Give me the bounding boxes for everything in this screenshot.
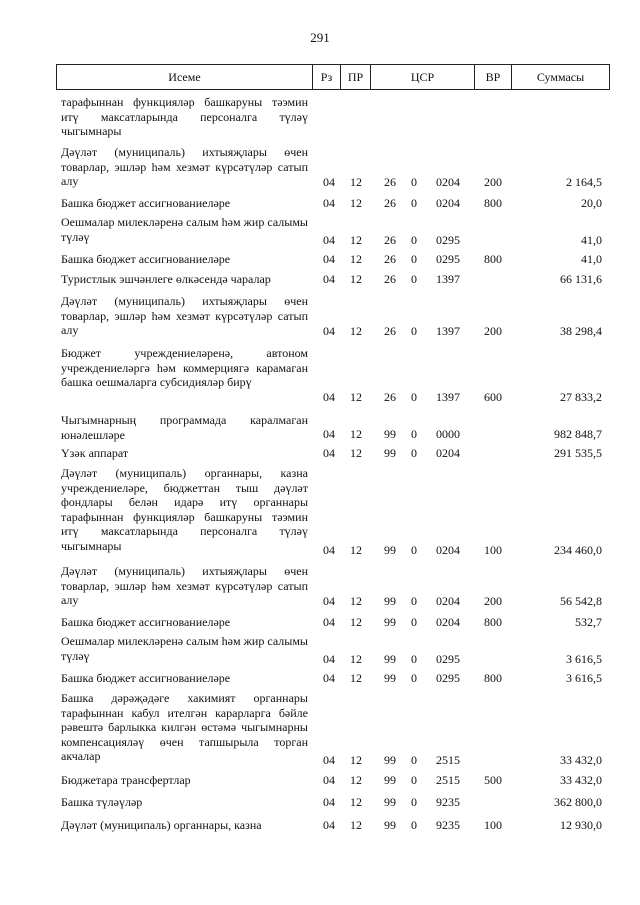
row-rz: 04 [323, 233, 335, 247]
row-rz: 04 [323, 818, 335, 832]
row-rz: 04 [323, 795, 335, 809]
row-c1: 26 [384, 324, 396, 338]
row-rz: 04 [323, 652, 335, 666]
row-pr: 12 [350, 272, 362, 286]
row-c3: 0295 [436, 233, 460, 247]
row-c1: 99 [384, 753, 396, 767]
row-name: Үзәк аппарат [61, 446, 129, 460]
row-vr: 800 [484, 615, 502, 629]
row-c3: 9235 [436, 818, 460, 832]
row-pr: 12 [350, 795, 362, 809]
row-c1: 99 [384, 427, 396, 441]
row-sum: 291 535,5 [554, 446, 602, 460]
row-rz: 04 [323, 753, 335, 767]
row-sum: 12 930,0 [560, 818, 602, 832]
row-c3: 0204 [436, 196, 460, 210]
row-rz: 04 [323, 272, 335, 286]
row-c2: 0 [411, 594, 417, 608]
row-c2: 0 [411, 615, 417, 629]
row-c3: 0204 [436, 615, 460, 629]
row-sum: 38 298,4 [560, 324, 602, 338]
row-name: Оешмалар милекләренә салым һәм жир салымы түләү [61, 634, 308, 663]
header-csr: ЦСР [371, 65, 475, 89]
row-c3: 1397 [436, 390, 460, 404]
row-rz: 04 [323, 324, 335, 338]
row-name: Дәүләт (муниципаль) ихтыяҗлары өчен товарлар, эшләр һәм хезмәт күрсәтүләр сатып алу [61, 294, 308, 337]
row-c3: 0204 [436, 543, 460, 557]
row-c1: 99 [384, 543, 396, 557]
row-sum: 532,7 [575, 615, 602, 629]
row-rz: 04 [323, 196, 335, 210]
row-c2: 0 [411, 818, 417, 832]
row-pr: 12 [350, 818, 362, 832]
row-vr: 800 [484, 252, 502, 266]
row-pr: 12 [350, 446, 362, 460]
row-sum: 33 432,0 [560, 773, 602, 787]
row-c2: 0 [411, 671, 417, 685]
table-header [56, 64, 610, 90]
row-pr: 12 [350, 390, 362, 404]
row-name: Дәүләт (муниципаль) ихтыяҗлары өчен товарлар, эшләр һәм хезмәт күрсәтүләр сатып алу [61, 564, 308, 607]
row-c1: 99 [384, 818, 396, 832]
row-sum: 41,0 [581, 233, 602, 247]
row-c2: 0 [411, 272, 417, 286]
row-name: Оешмалар милекләренә салым һәм жир салымы түләү [61, 215, 308, 244]
header-sum: Суммасы [536, 70, 585, 84]
row-pr: 12 [350, 652, 362, 666]
row-pr: 12 [350, 773, 362, 787]
row-rz: 04 [323, 427, 335, 441]
row-pr: 12 [350, 233, 362, 247]
row-name: Башка дәрәҗәдәге хакимият органнары тарафыннан кабул ителгән карарларга бәйле рәвештә барлыкка килгән өстәмә чыгымнарны компенсацияләү өчен тапшырыла торган акчалар [61, 691, 308, 763]
row-c1: 26 [384, 196, 396, 210]
row-sum: 982 848,7 [554, 427, 602, 441]
row-rz: 04 [323, 175, 335, 189]
row-vr: 800 [484, 196, 502, 210]
row-c2: 0 [411, 196, 417, 210]
row-c2: 0 [411, 773, 417, 787]
row-c1: 99 [384, 446, 396, 460]
row-c3: 0295 [436, 652, 460, 666]
row-name: Дәүләт (муниципаль) ихтыяҗлары өчен товарлар, эшләр һәм хезмәт күрсәтүләр сатып алу [61, 145, 308, 188]
header-pr: ПР [341, 65, 371, 89]
row-c1: 99 [384, 652, 396, 666]
row-rz: 04 [323, 390, 335, 404]
row-vr: 200 [484, 324, 502, 338]
page-number: 291 [310, 30, 330, 45]
row-rz: 04 [323, 252, 335, 266]
row-vr: 600 [484, 390, 502, 404]
header-vr: ВР [475, 65, 512, 89]
row-c2: 0 [411, 324, 417, 338]
row-pr: 12 [350, 543, 362, 557]
row-rz: 04 [323, 773, 335, 787]
row-name: Башка бюджет ассигнованиеләре [61, 196, 231, 210]
row-c2: 0 [411, 175, 417, 189]
row-c3: 1397 [436, 272, 460, 286]
row-c1: 99 [384, 615, 396, 629]
row-c2: 0 [411, 543, 417, 557]
row-pr: 12 [350, 594, 362, 608]
row-sum: 2 164,5 [566, 175, 602, 189]
row-pr: 12 [350, 427, 362, 441]
row-vr: 200 [484, 594, 502, 608]
row-sum: 33 432,0 [560, 753, 602, 767]
row-c1: 99 [384, 594, 396, 608]
row-sum: 20,0 [581, 196, 602, 210]
row-c3: 0295 [436, 671, 460, 685]
row-sum: 234 460,0 [554, 543, 602, 557]
row-c3: 0204 [436, 594, 460, 608]
row-c2: 0 [411, 233, 417, 247]
row-sum: 66 131,6 [560, 272, 602, 286]
header-name: Исеме [57, 65, 313, 89]
row-rz: 04 [323, 671, 335, 685]
row-c1: 26 [384, 233, 396, 247]
row-pr: 12 [350, 671, 362, 685]
row-name: Дәүләт (муниципаль) органнары, казна учреждениеләре, бюджеттан тыш дәүләт фондлары белән идарә итү органнары тарафыннан функцияләр башкаруны тәэмин итү максатларында персоналга түләү чыгымнары [61, 466, 308, 553]
header-rz: Рз [313, 65, 341, 89]
row-c3: 2515 [436, 753, 460, 767]
row-c2: 0 [411, 795, 417, 809]
row-c2: 0 [411, 446, 417, 460]
row-vr: 800 [484, 671, 502, 685]
row-sum: 56 542,8 [560, 594, 602, 608]
row-rz: 04 [323, 594, 335, 608]
row-vr: 100 [484, 543, 502, 557]
row-c1: 99 [384, 773, 396, 787]
row-rz: 04 [323, 446, 335, 460]
row-c1: 99 [384, 795, 396, 809]
row-name: Башка бюджет ассигнованиеләре [61, 615, 231, 629]
row-c1: 26 [384, 175, 396, 189]
row-c3: 0295 [436, 252, 460, 266]
row-c2: 0 [411, 427, 417, 441]
row-rz: 04 [323, 615, 335, 629]
row-c3: 9235 [436, 795, 460, 809]
row-c1: 26 [384, 390, 396, 404]
row-name: Дәүләт (муниципаль) органнары, казна [61, 818, 262, 832]
row-vr: 100 [484, 818, 502, 832]
row-c2: 0 [411, 252, 417, 266]
row-pr: 12 [350, 252, 362, 266]
row-c1: 26 [384, 272, 396, 286]
row-c3: 2515 [436, 773, 460, 787]
row-c3: 1397 [436, 324, 460, 338]
row-c1: 99 [384, 671, 396, 685]
row-pr: 12 [350, 175, 362, 189]
row-sum: 27 833,2 [560, 390, 602, 404]
row-c2: 0 [411, 652, 417, 666]
row-pr: 12 [350, 196, 362, 210]
row-c2: 0 [411, 390, 417, 404]
row-sum: 3 616,5 [566, 671, 602, 685]
row-name: Башка түләүләр [61, 795, 143, 809]
row-sum: 41,0 [581, 252, 602, 266]
row-pr: 12 [350, 753, 362, 767]
row-name: Башка бюджет ассигнованиеләре [61, 671, 231, 685]
row-pr: 12 [350, 615, 362, 629]
row-name: тарафыннан функцияләр башкаруны тәэмин итү максатларында персоналга түләү чыгымнары [61, 95, 308, 138]
row-pr: 12 [350, 324, 362, 338]
row-c3: 0204 [436, 175, 460, 189]
row-vr: 200 [484, 175, 502, 189]
row-sum: 362 800,0 [554, 795, 602, 809]
row-rz: 04 [323, 543, 335, 557]
row-c1: 26 [384, 252, 396, 266]
row-c3: 0000 [436, 427, 460, 441]
row-c2: 0 [411, 753, 417, 767]
row-name: Бюджетара трансфертлар [61, 773, 191, 787]
row-name: Бюджет учреждениеләренә, автоном учреждениеләргә һәм коммерциягә карамаган башка оешмаларга субсидияләр бирү [61, 346, 308, 389]
row-name: Чыгымнарның программада каралмаган юнәлешләре [61, 413, 308, 442]
row-name: Башка бюджет ассигнованиеләре [61, 252, 231, 266]
row-sum: 3 616,5 [566, 652, 602, 666]
row-vr: 500 [484, 773, 502, 787]
row-name: Туристлык эшчәнлеге өлкәсендә чаралар [61, 272, 271, 286]
row-c3: 0204 [436, 446, 460, 460]
